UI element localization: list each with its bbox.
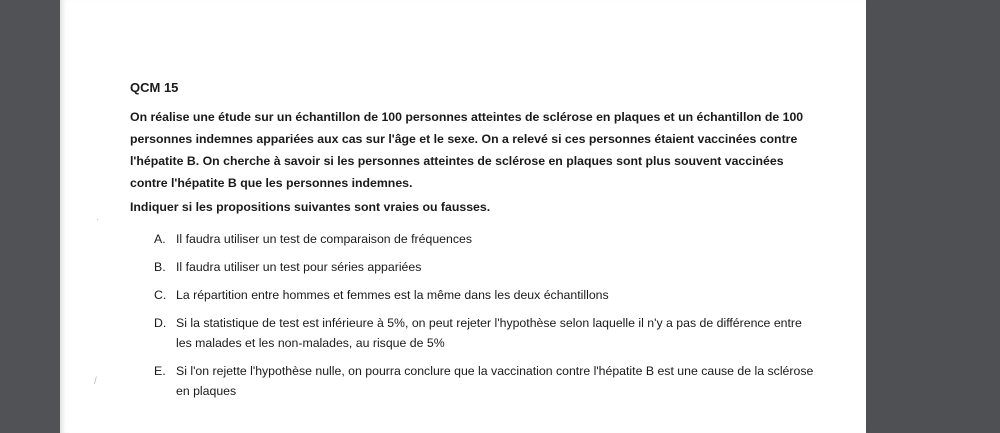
option-text: Si l'on rejette l'hypothèse nulle, on pourra conclure que la vaccination contre l'hépatite B est une cause de la sclérose en plaques: [176, 364, 814, 398]
viewer-background-left: [0, 0, 66, 433]
viewer-background-right: [866, 0, 1000, 433]
document-page: [60, 0, 866, 433]
option-letter: B.: [154, 260, 166, 274]
question-intro: On réalise une étude sur un échantillon de 100 personnes atteintes de sclérose en plaques et un échantillon de 100 personnes indemnes appariées aux cas sur l'âge et le sexe. On a relevé si ces personnes étaient vaccinées contre l'hépatite B. On cherche à savoir si les personnes atteintes de sclérose en plaques sont plus souvent vaccinées contre l'hépatite B que les personnes indemnes.: [130, 110, 804, 190]
option-b: [154, 257, 814, 277]
option-c: [154, 285, 814, 305]
option-text: La répartition entre hommes et femmes est la même dans les deux échantillons: [176, 288, 609, 302]
option-a: [154, 229, 814, 249]
option-text: Si la statistique de test est inférieure à 5%, on peut rejeter l'hypothèse selon laquelle il n'y a pas de différence entre les malades et les non-malades, au risque de 5%: [176, 316, 802, 350]
option-letter: E.: [154, 364, 166, 378]
scan-speck: ·: [96, 214, 100, 225]
question-title: QCM 15: [130, 80, 179, 95]
question-instruction: Indiquer si les propositions suivantes sont vraies ou fausses.: [130, 200, 491, 214]
option-letter: D.: [154, 316, 167, 330]
scan-speck: /: [94, 376, 97, 387]
option-d: [154, 313, 814, 353]
option-e: [154, 361, 814, 401]
option-letter: A.: [154, 232, 166, 246]
answer-options-list: [154, 229, 814, 409]
option-text: Il faudra utiliser un test pour séries appariées: [176, 260, 422, 274]
option-text: Il faudra utiliser un test de comparaison de fréquences: [176, 232, 472, 246]
option-letter: C.: [154, 288, 167, 302]
